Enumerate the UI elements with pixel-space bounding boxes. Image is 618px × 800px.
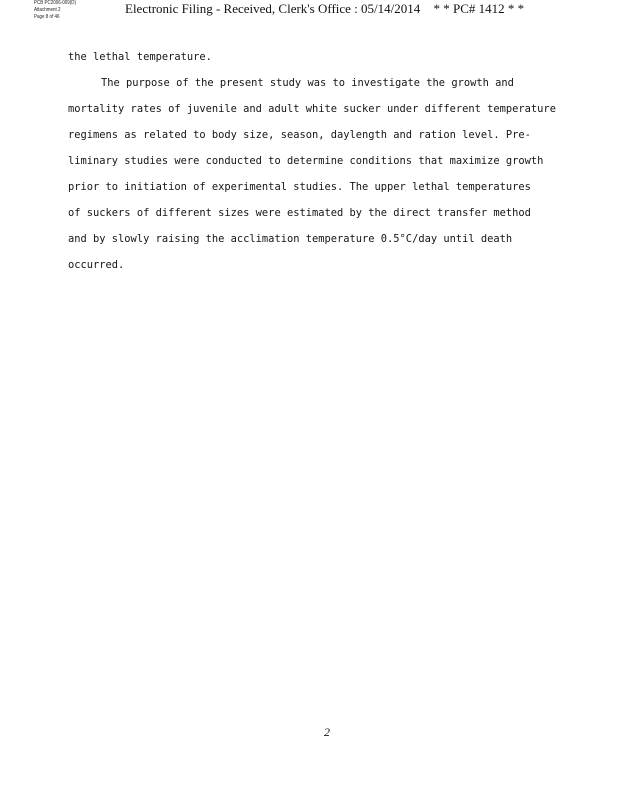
body-line: and by slowly raising the acclimation temperature 0.5°C/day until death (68, 233, 513, 245)
filing-label: Electronic Filing - Received, Clerk's Office : 05/14/2014 (125, 1, 421, 16)
attachment-stamp (34, 0, 81, 21)
stamp-attachment: Attachment 2 (34, 7, 61, 13)
body-line: mortality rates of juvenile and adult white sucker under different temperature (68, 103, 556, 115)
body-line: liminary studies were conducted to determine conditions that maximize growth (68, 155, 544, 167)
body-line: prior to initiation of experimental studies. The upper lethal temperatures (68, 181, 531, 193)
filing-header (125, 1, 534, 17)
stamp-case-number: PCB PC2006-009(D) (34, 0, 77, 6)
body-line: occurred. (68, 259, 125, 271)
body-line: the lethal temperature. (68, 51, 212, 63)
pc-number: * * PC# 1412 * * (433, 1, 525, 16)
document-body (68, 44, 588, 278)
body-line: regimens as related to body size, season, daylength and ration level. Pre- (68, 129, 531, 141)
page-number: 2 (324, 725, 330, 739)
stamp-page: Page 8 of 46 (34, 14, 60, 20)
body-line: The purpose of the present study was to investigate the growth and (101, 77, 514, 89)
body-line: of suckers of different sizes were estimated by the direct transfer method (68, 207, 531, 219)
